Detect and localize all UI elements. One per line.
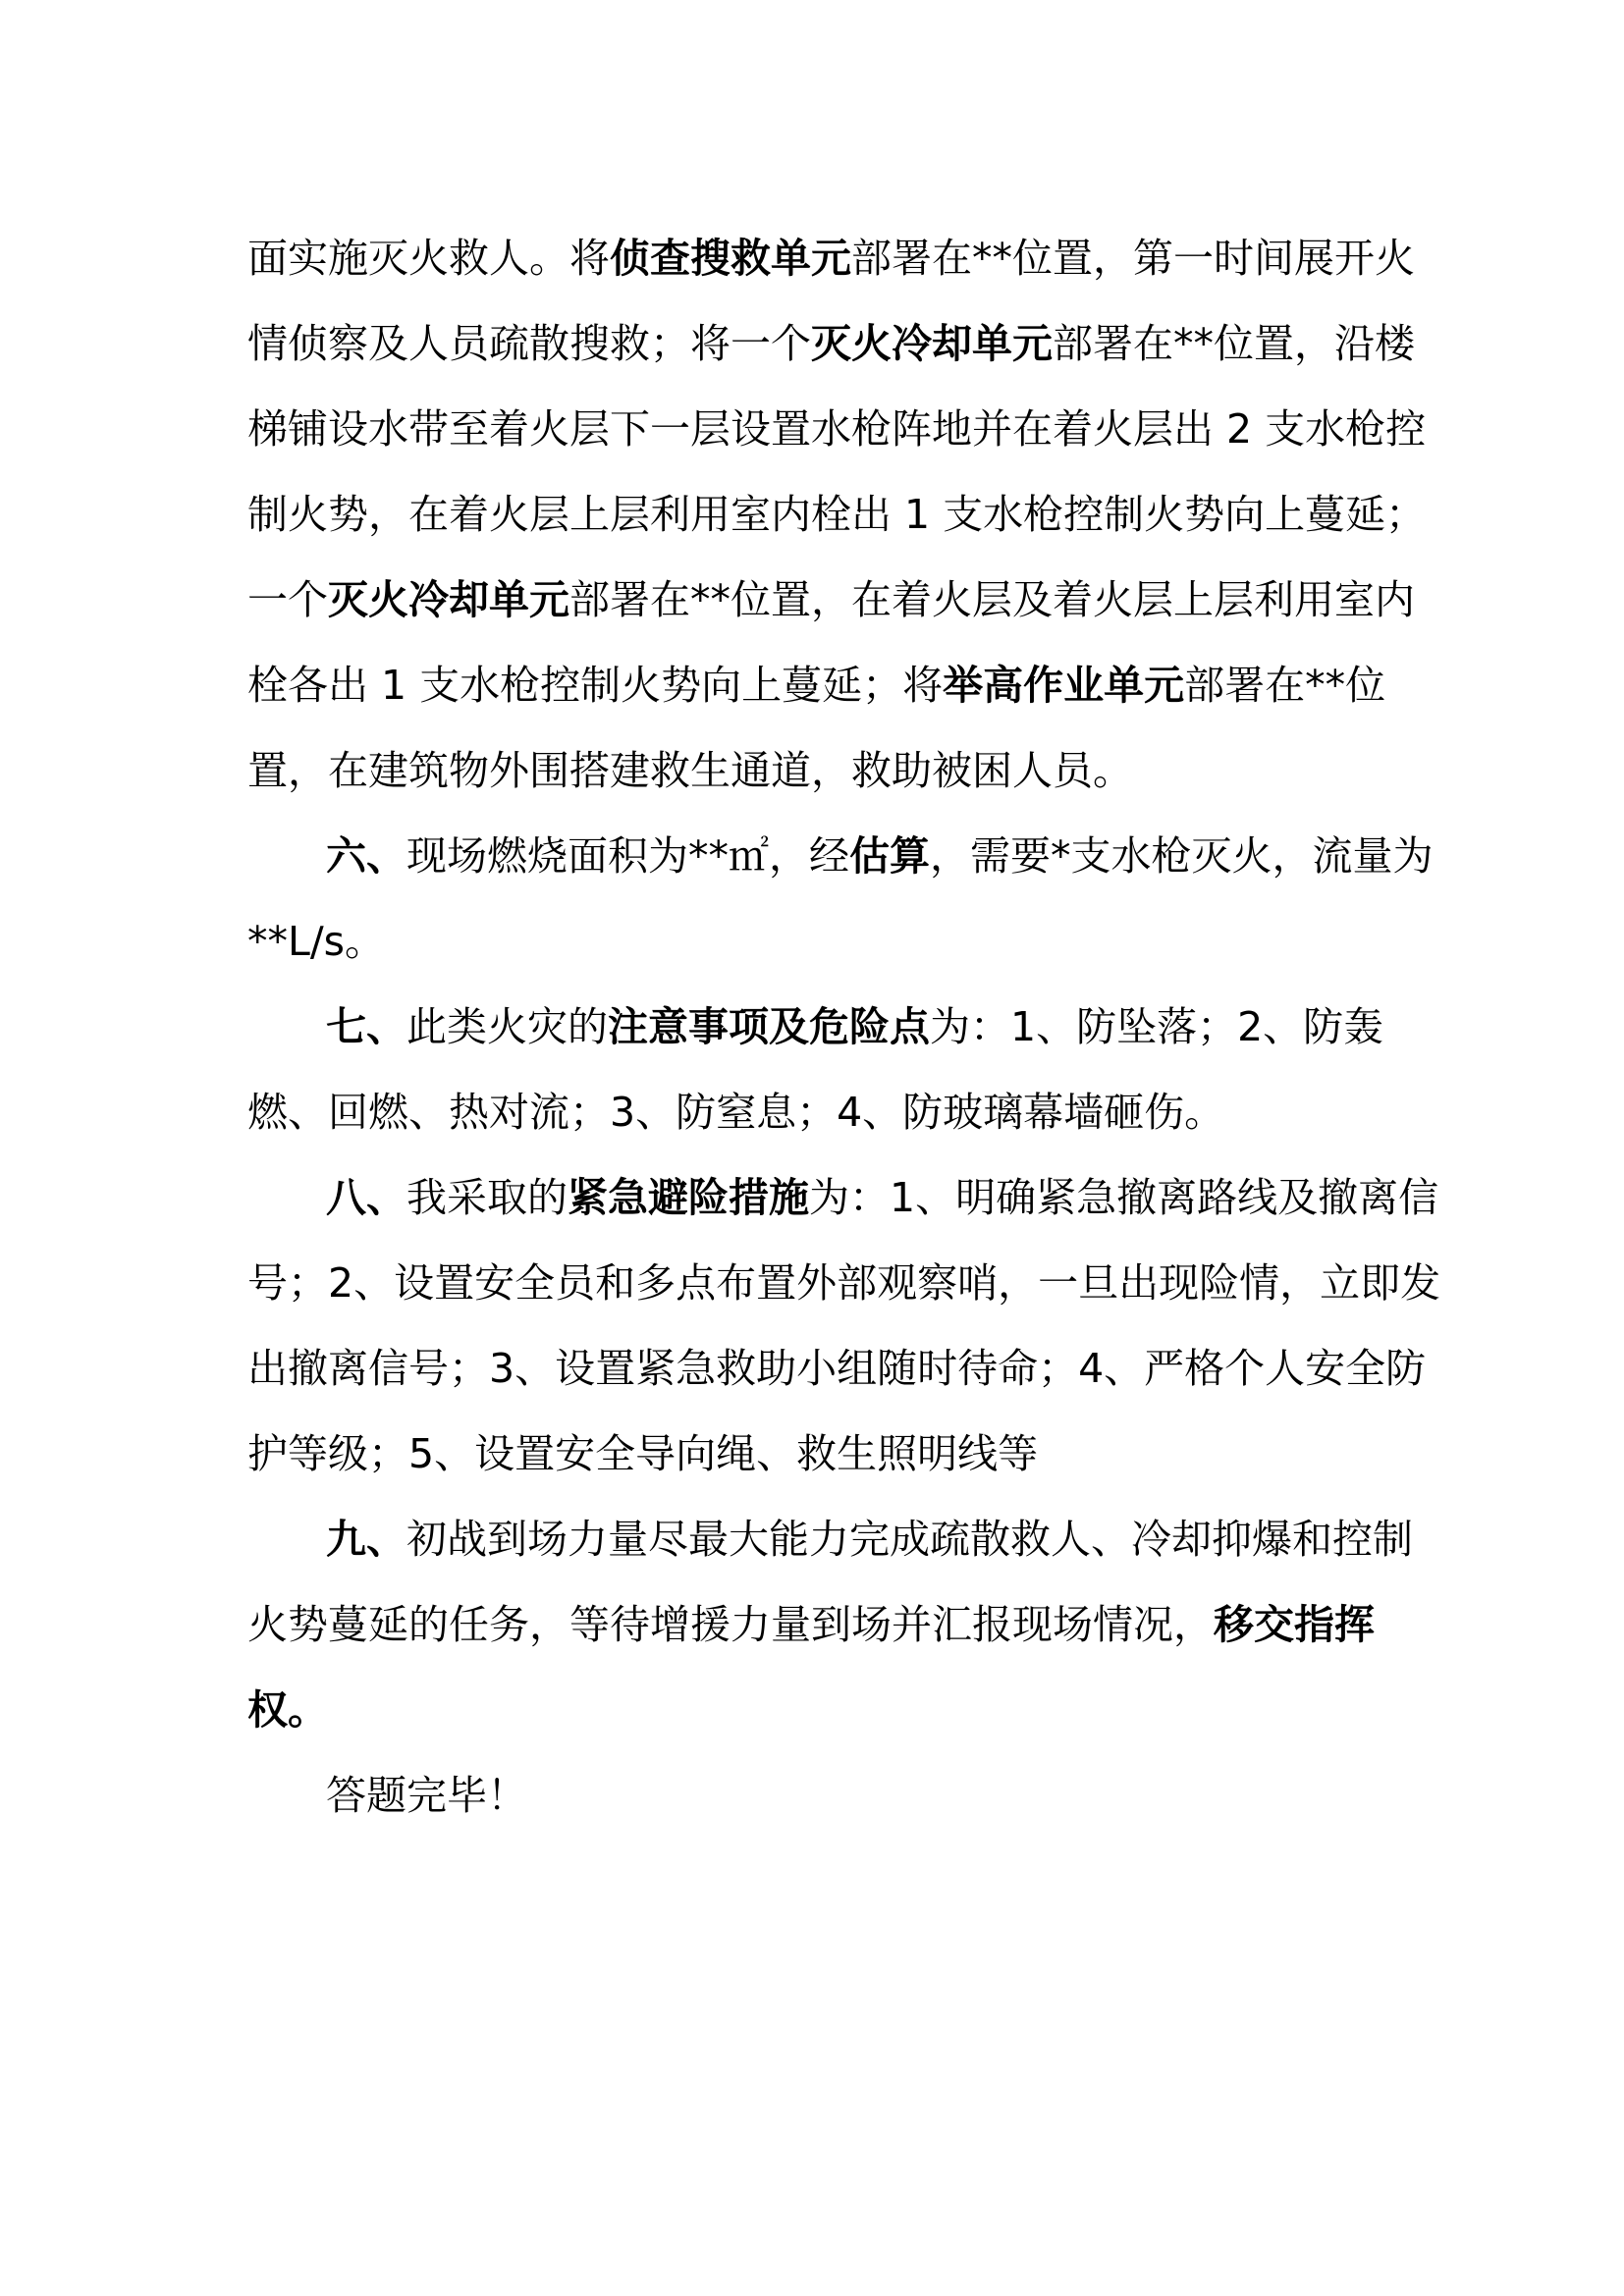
body-text: 为：1、防坠落；2、防轰	[930, 1003, 1384, 1050]
bold-text: 七、	[326, 1003, 406, 1050]
text-line	[247, 1241, 1441, 1326]
body-text: ，需要*支水枪灭火，流量为	[930, 832, 1434, 880]
body-text: 部署在**位	[1184, 662, 1386, 709]
text-line	[247, 1753, 1396, 1839]
bold-text: 六、	[326, 832, 406, 880]
body-text: **L/s。	[247, 918, 386, 965]
text-line	[247, 643, 1396, 728]
bold-text: 举高作业单元	[943, 662, 1185, 709]
bold-text: 侦查搜救单元	[610, 235, 851, 282]
body-text: 部署在**位置，在着火层及着火层上层利用室内	[569, 576, 1415, 623]
body-text: 现场燃烧面积为**㎡，经	[406, 832, 849, 880]
text-line	[247, 985, 1396, 1070]
body-text: 号；2、设置安全员和多点布置外部观察哨，一旦出现险情，立即发	[247, 1259, 1441, 1307]
body-text: 置，在建筑物外围搭建救生通道，救助被困人员。	[247, 747, 1133, 794]
body-text: 燃、回燃、热对流；3、防窒息；4、防玻璃幕墙砸伤。	[247, 1089, 1225, 1136]
body-text: 答题完毕！	[326, 1772, 527, 1819]
body-text: 初战到场力量尽最大能力完成疏散救人、冷却抑爆和控制	[406, 1516, 1413, 1563]
body-text: 梯铺设水带至着火层下一层设置水枪阵地并在着火层出 2 支水枪控	[247, 405, 1427, 453]
text-line	[247, 472, 1427, 558]
body-text: 为：1、明确紧急撤离路线及撤离信	[809, 1174, 1439, 1221]
text-line	[247, 387, 1427, 472]
bold-text: 灭火冷却单元	[328, 576, 569, 623]
text-line	[247, 216, 1415, 301]
text-line	[247, 814, 1434, 899]
body-text: 我采取的	[406, 1174, 568, 1221]
bold-text: 灭火冷却单元	[811, 320, 1053, 367]
body-text: 情侦察及人员疏散搜救；将一个	[247, 320, 811, 367]
text-line	[247, 1070, 1396, 1155]
text-line	[247, 1412, 1396, 1497]
bold-text: 注意事项及危险点	[608, 1003, 930, 1050]
body-text: 一个	[247, 576, 328, 623]
body-text: 火势蔓延的任务，等待增援力量到场并汇报现场情况，	[247, 1601, 1214, 1648]
text-line	[247, 558, 1415, 643]
body-text: 部署在**位置，第一时间展开火	[851, 235, 1415, 282]
text-line	[247, 1497, 1413, 1582]
bold-text: 八、	[326, 1174, 406, 1221]
document-page	[247, 216, 1441, 1839]
text-line	[247, 1582, 1396, 1668]
body-text: 制火势，在着火层上层利用室内栓出 1 支水枪控制火势向上蔓延；	[247, 491, 1427, 538]
text-line	[247, 1668, 1396, 1753]
body-text: 出撤离信号；3、设置紧急救助小组随时待命；4、严格个人安全防	[247, 1345, 1427, 1392]
bold-text: 移交指挥	[1214, 1601, 1375, 1648]
bold-text: 九、	[326, 1516, 406, 1563]
bold-text: 估算	[849, 832, 930, 880]
text-line	[247, 301, 1415, 387]
body-text: 部署在**位置，沿楼	[1053, 320, 1415, 367]
text-line	[247, 899, 1396, 985]
body-text: 护等级；5、设置安全导向绳、救生照明线等	[247, 1430, 1039, 1477]
body-text: 此类火灾的	[406, 1003, 608, 1050]
text-line	[247, 1326, 1427, 1412]
text-line	[247, 728, 1396, 814]
body-text: 面实施灭火救人。将	[247, 235, 610, 282]
bold-text: 紧急避险措施	[568, 1174, 809, 1221]
text-line	[247, 1155, 1439, 1241]
bold-text: 权。	[247, 1686, 328, 1734]
body-text: 栓各出 1 支水枪控制火势向上蔓延；将	[247, 662, 944, 709]
